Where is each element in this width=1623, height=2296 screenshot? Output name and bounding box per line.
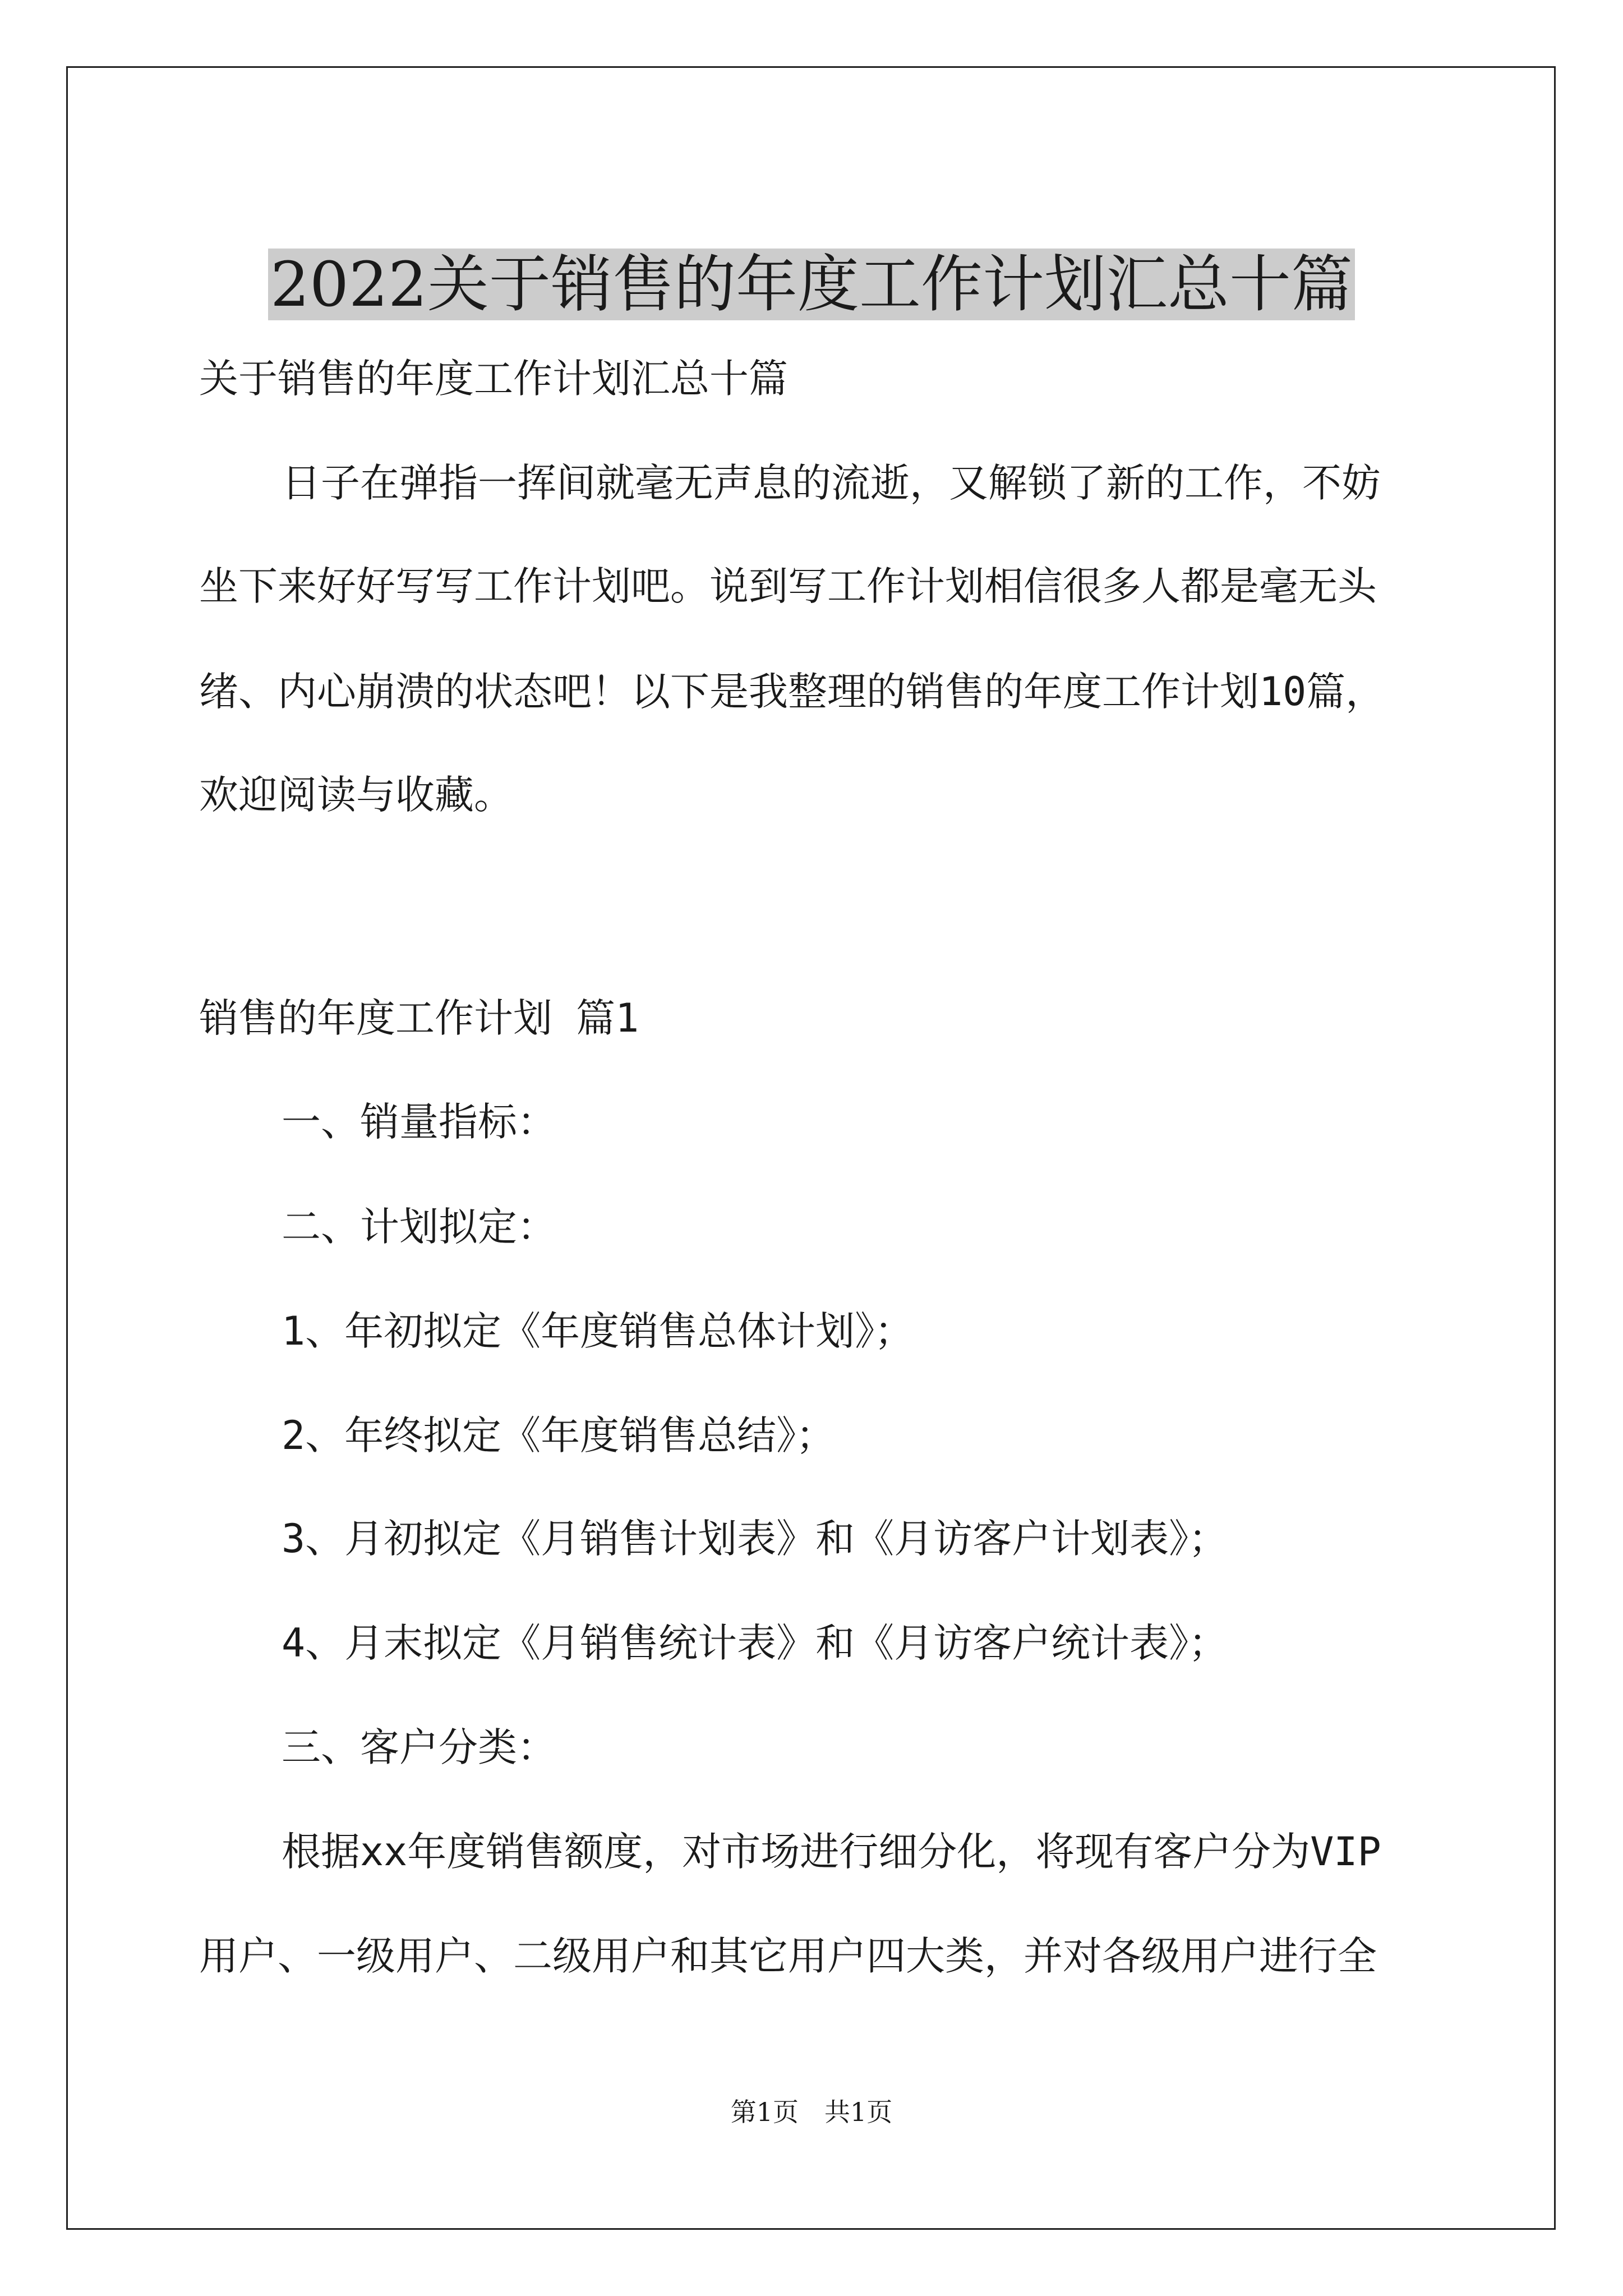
item-line-6: 4、月末拟定《月销售统计表》和《月访客户统计表》； xyxy=(282,1620,1228,1666)
intro-line-2: 坐下来好好写写工作计划吧。说到写工作计划相信很多人都是毫无头 xyxy=(199,563,1377,609)
intro-line-4: 欢迎阅读与收藏。 xyxy=(199,772,513,818)
document-title-text: 2022关于销售的年度工作计划汇总十篇 xyxy=(268,249,1355,320)
item-line-7: 三、客户分类： xyxy=(282,1724,556,1770)
section-heading: 销售的年度工作计划 篇1 xyxy=(199,995,639,1041)
item-line-4: 2、年终拟定《年度销售总结》； xyxy=(282,1412,836,1458)
document-subtitle: 关于销售的年度工作计划汇总十篇 xyxy=(199,356,788,402)
page-footer: 第1页 共1页 xyxy=(730,2097,893,2127)
document-title xyxy=(0,242,1623,326)
body-line-1: 根据xx年度销售额度，对市场进行细分化，将现有客户分为VIP xyxy=(282,1829,1381,1875)
intro-line-3: 绪、内心崩溃的状态吧！以下是我整理的销售的年度工作计划10篇， xyxy=(199,669,1385,715)
item-line-1: 一、销量指标： xyxy=(282,1099,556,1145)
item-line-5: 3、月初拟定《月销售计划表》和《月访客户计划表》； xyxy=(282,1516,1228,1562)
item-line-3: 1、年初拟定《年度销售总体计划》； xyxy=(282,1308,914,1354)
item-line-2: 二、计划拟定： xyxy=(282,1204,556,1250)
intro-line-1: 日子在弹指一挥间就毫无声息的流逝，又解锁了新的工作，不妨 xyxy=(282,460,1381,506)
body-line-2: 用户、一级用户、二级用户和其它用户四大类，并对各级用户进行全 xyxy=(199,1933,1377,1979)
